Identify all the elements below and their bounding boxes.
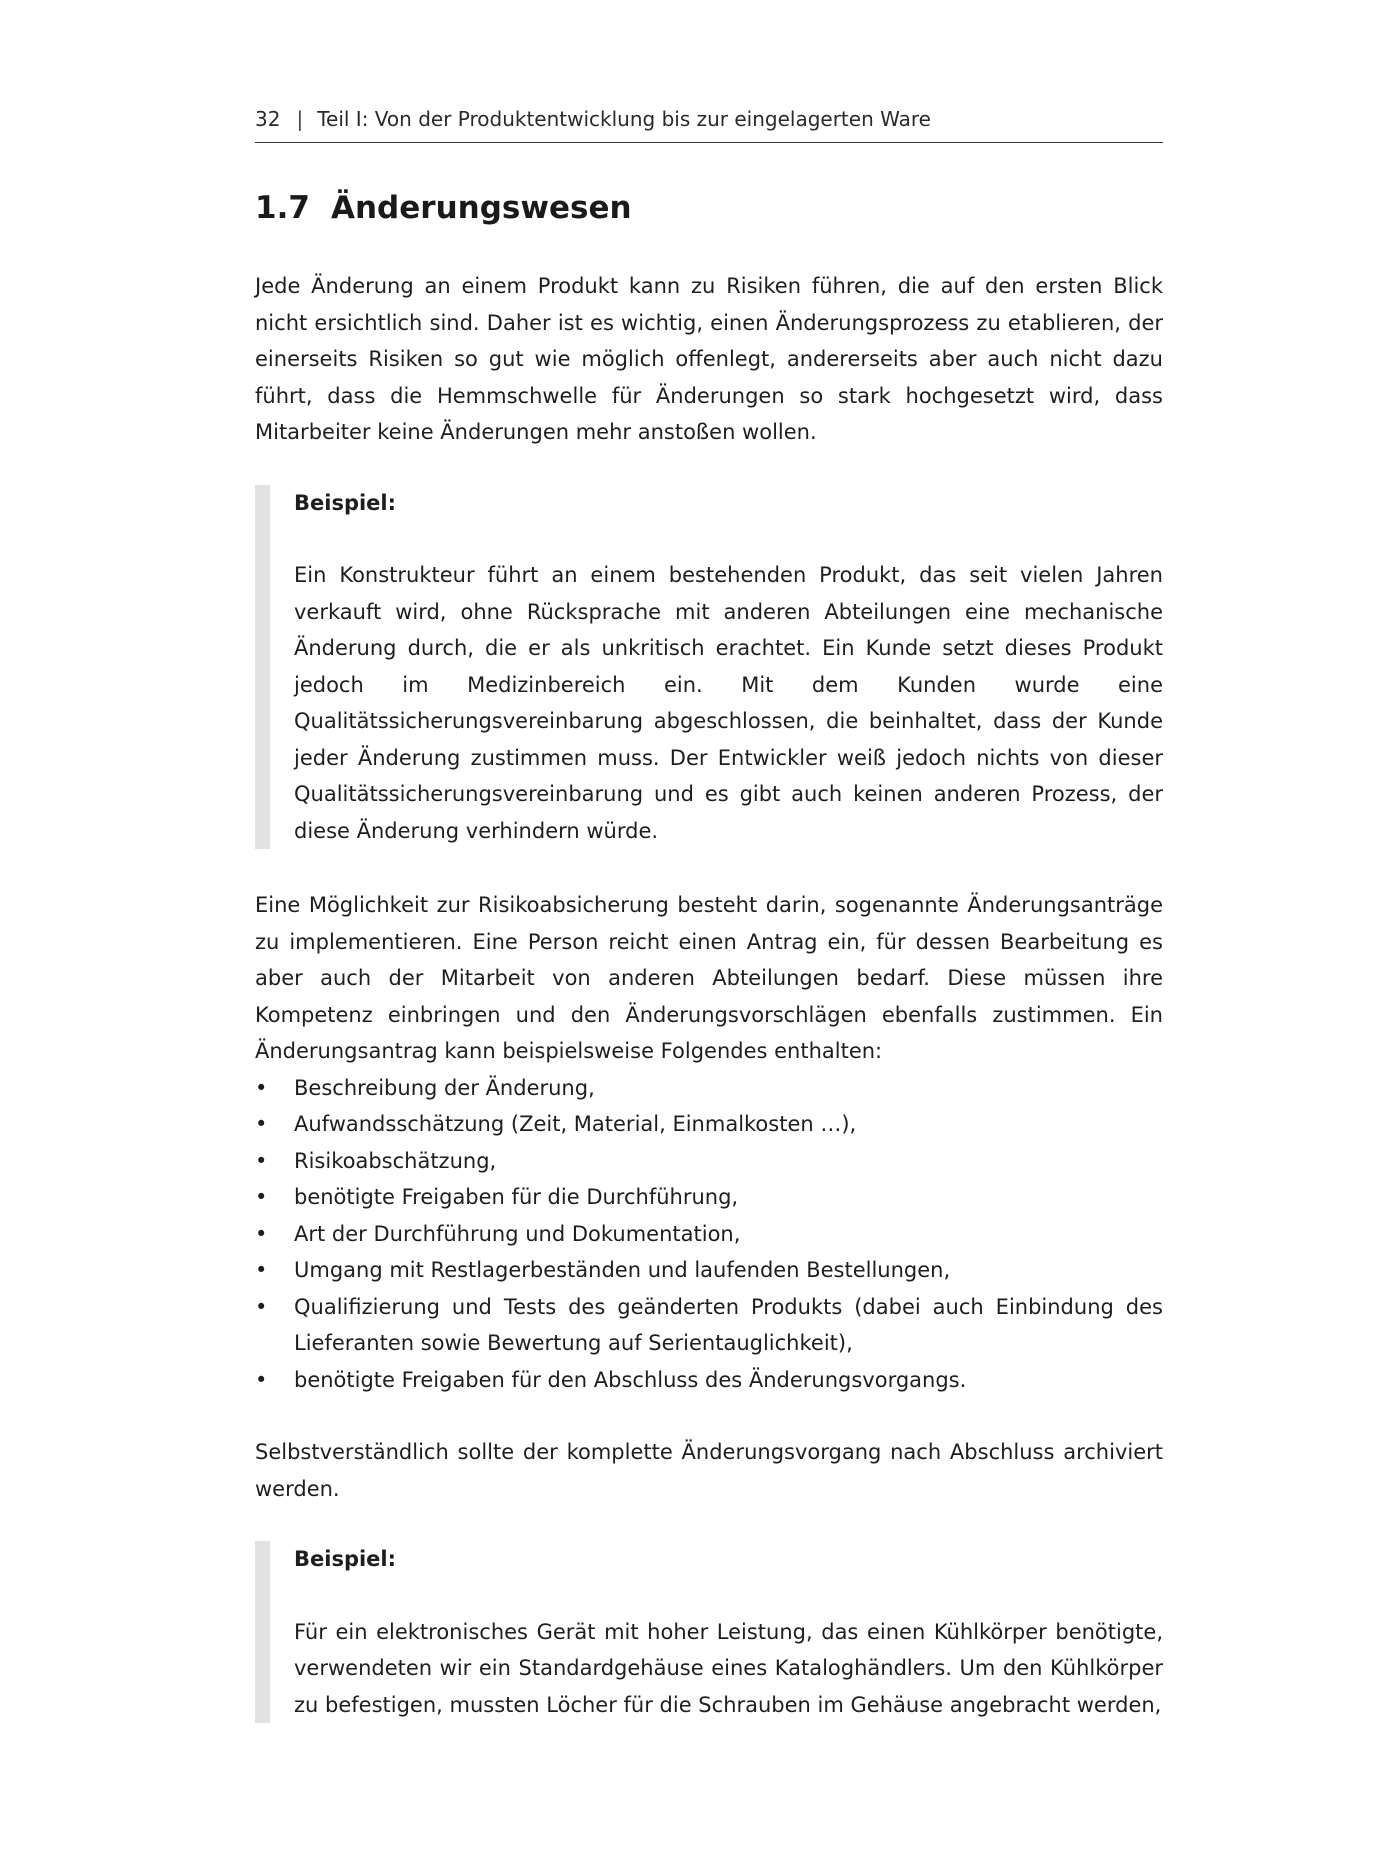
bullet-list (255, 1070, 1163, 1399)
bullet-icon: • (255, 1185, 268, 1209)
example-title: Beispiel: (294, 490, 397, 515)
body-content (255, 268, 1163, 1723)
list-item (255, 1143, 1163, 1180)
bullet-icon: • (255, 1258, 268, 1282)
list-item-text: Art der Durchführung und Dokumentation, (294, 1221, 741, 1246)
section-title: Änderungswesen (331, 190, 632, 226)
list-item-text: Aufwandsschätzung (Zeit, Material, Einmalkosten …), (294, 1112, 857, 1136)
bullet-icon: • (255, 1294, 268, 1319)
intro-paragraph: Jede Änderung an einem Produkt kann zu Risiken führen, die auf den ersten Blick nicht ersichtlich sind. Daher ist es wichtig, einen Änderungsprozess zu etablieren, der einerseits Risiken so gut wie möglich offenlegt, andererseits aber auch nicht dazu führt, dass die Hemmschwelle für Änderungen so stark hochgesetzt wird, dass Mitarbeiter keine Änderungen mehr anstoßen wollen. (255, 274, 1163, 444)
header-separator: | (296, 107, 304, 131)
list-item (255, 1216, 1163, 1253)
list-item (255, 1070, 1163, 1107)
example-text: Ein Konstrukteur führt an einem bestehenden Produkt, das seit vielen Jahren verkauft wird, ohne Rücksprache mit anderen Abteilungen eine mechanische Änderung durch, die er als unkritisch erachtet. Ein Kunde setzt dieses Produkt jedoch im Medizinbereich ein. Mit dem Kunden wurde eine Qualitätssicherungsvereinbarung abgeschlossen, die beinhaltet, dass der Kunde jeder Änderung zustimmen muss. Der Entwickler weiß jedoch nichts von dieser Qualitätssicherungsvereinbarung und es gibt auch keinen anderen Prozess, der diese Änderung verhindern würde. (294, 563, 1163, 843)
example-box-2 (255, 1541, 1163, 1723)
example-sidebar (255, 1541, 270, 1723)
list-item (255, 1179, 1163, 1216)
list-item-text: Risikoabschätzung, (294, 1148, 497, 1173)
header-rule (255, 142, 1163, 143)
running-header (255, 104, 1163, 134)
list-item (255, 1252, 1163, 1289)
list-item (255, 1289, 1163, 1362)
list-item-text: benötigte Freigaben für die Durchführung, (294, 1185, 739, 1209)
running-title: Teil I: Von der Produktentwicklung bis zur eingelagerten Ware (317, 107, 931, 131)
example-text: Für ein elektronisches Gerät mit hoher Leistung, das einen Kühlkörper benötigte, verwendeten wir ein Standardgehäuse eines Kataloghändlers. Um den Kühlkörper zu befestigen, mussten Löcher für die Schrauben im Gehäuse angebracht werden, (294, 1619, 1163, 1717)
example-title: Beispiel: (294, 1547, 397, 1571)
bullet-icon: • (255, 1148, 268, 1173)
page-number: 32 (255, 107, 281, 131)
list-item-text: Qualifizierung und Tests des geänderten Produkts (dabei auch Einbindung des Lieferanten sowie Bewertung auf Serientauglichkeit), (294, 1294, 1163, 1355)
section-heading (255, 188, 632, 228)
bullet-icon: • (255, 1221, 268, 1246)
list-item (255, 1362, 1163, 1399)
bullet-icon: • (255, 1075, 268, 1100)
antraege-paragraph: Eine Möglichkeit zur Risikoabsicherung besteht darin, sogenannte Änderungsanträge zu implementieren. Eine Person reicht einen Antrag ein, für dessen Bearbeitung es aber auch der Mitarbeit von anderen Abteilungen bedarf. Diese müssen ihre Kompetenz einbringen und den Änderungsvorschlägen ebenfalls zustimmen. Ein Änderungsantrag kann beispielsweise Folgendes enthalten: (255, 893, 1163, 1063)
archiv-paragraph: Selbstverständlich sollte der komplette Änderungsvorgang nach Abschluss archiviert werden. (255, 1440, 1163, 1501)
bullet-icon: • (255, 1367, 268, 1392)
list-item (255, 1106, 1163, 1143)
list-item-text: Umgang mit Restlagerbeständen und laufenden Bestellungen, (294, 1258, 951, 1282)
list-item-text: Beschreibung der Änderung, (294, 1075, 595, 1100)
section-number: 1.7 (255, 190, 310, 226)
list-item-text: benötigte Freigaben für den Abschluss des Änderungsvorgangs. (294, 1367, 967, 1392)
example-box-1 (255, 485, 1163, 850)
bullet-icon: • (255, 1112, 268, 1136)
example-sidebar (255, 485, 270, 850)
